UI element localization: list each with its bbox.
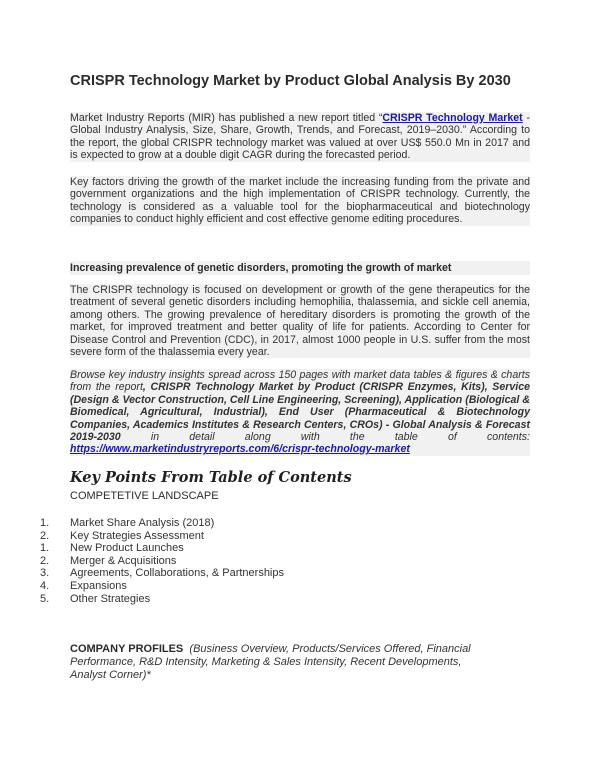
- section-heading: Increasing prevalence of genetic disorders, promoting the growth of market: [70, 261, 530, 275]
- intro-text-before: Market Industry Reports (MIR) has published a new report titled “: [70, 112, 383, 124]
- toc-item-label: Other Strategies: [70, 592, 151, 605]
- company-profiles: [70, 643, 480, 683]
- toc-list: [40, 517, 284, 605]
- toc-title: Key Points From Table of Contents: [70, 469, 352, 486]
- toc-item-number: 1.: [40, 517, 50, 529]
- toc-item-label: Expansions: [70, 579, 127, 592]
- toc-list-item: [40, 542, 284, 555]
- toc-list-item: [40, 567, 284, 580]
- page-title: CRISPR Technology Market by Product Global Analysis By 2030: [70, 73, 511, 89]
- toc-list-item: [40, 593, 284, 606]
- browse-report-name: , CRISPR Technology Market by Product (CRISPR Enzymes, Kits), Service (Design & Vector Construction, Cell Line Engineering, Screening), Application (Biological & Biomedical, Agricultural, Industrial), End User (Pharmaceutical & Biotechnology Companies, Academics Institutes & Research Centers, CROs) - Global Analysis & Forecast 2019-2030: [70, 381, 530, 444]
- toc-list-item: [40, 580, 284, 593]
- toc-section-heading: COMPETETIVE LANDSCAPE: [70, 490, 219, 502]
- toc-list-item: [40, 530, 284, 543]
- browse-paragraph: [70, 369, 530, 456]
- report-url-link[interactable]: https://www.marketindustryreports.com/6/crispr-technology-market: [70, 443, 410, 456]
- prevalence-paragraph: The CRISPR technology is focused on development or growth of the gene therapeutics for the treatment of several genetic disorders including hemophilia, thalassemia, and sickle cell anemia, among others. The growing prevalence of hereditary disorders is promoting the growth of the market, for improved treatment and better quality of life for patients. According to Center for Disease Control and Prevention (CDC), in 2017, almost 1000 people in U.S. suffer from the most severe form of the thalassemia every year.: [70, 284, 530, 359]
- browse-lead: Browse key industry insights spread across 150 pages with market data tables & figures & charts from the report: [70, 369, 530, 394]
- toc-item-number: 3.: [40, 567, 50, 580]
- toc-list-item: [40, 555, 284, 568]
- report-title-link[interactable]: CRISPR Technology Market: [382, 112, 523, 124]
- toc-item-number: 5.: [40, 592, 50, 605]
- intro-paragraph: [70, 112, 530, 162]
- toc-item-label: New Product Launches: [70, 542, 184, 555]
- toc-item-label: Agreements, Collaborations, & Partnerships: [70, 567, 284, 580]
- browse-tail: in detail along with the table of contents:: [120, 431, 530, 444]
- company-profiles-heading: COMPANY PROFILES: [70, 643, 184, 655]
- toc-item-label: Market Share Analysis (2018): [70, 517, 215, 529]
- company-profiles-description: (Business Overview, Products/Services Offered, Financial Performance, R&D Intensity, Marketing & Sales Intensity, Recent Developments, Analyst Corner)*: [70, 643, 471, 682]
- toc-list-item: [40, 517, 284, 530]
- intro-text-after: - Global Industry Analysis, Size, Share, Growth, Trends, and Forecast, 2019–2030.” According to the report, the global CRISPR technology market was valued at over US$ 550.0 Mn in 2017 and is expected to grow at a double digit CAGR during the forecasted period.: [70, 112, 530, 162]
- toc-item-label: Merger & Acquisitions: [70, 554, 177, 567]
- toc-item-number: 1.: [40, 542, 50, 555]
- toc-item-label: Key Strategies Assessment: [70, 529, 204, 542]
- toc-item-number: 4.: [40, 579, 50, 592]
- key-factors-paragraph: Key factors driving the growth of the market include the increasing funding from the private and government organizations and the high implementation of CRISPR technology. Currently, the technology is considered as a valuable tool for the biopharmaceutical and biotechnology companies to conduct highly efficient and cost effective genome editing procedures.: [70, 176, 530, 226]
- toc-item-number: 2.: [40, 554, 50, 567]
- toc-item-number: 2.: [40, 529, 50, 542]
